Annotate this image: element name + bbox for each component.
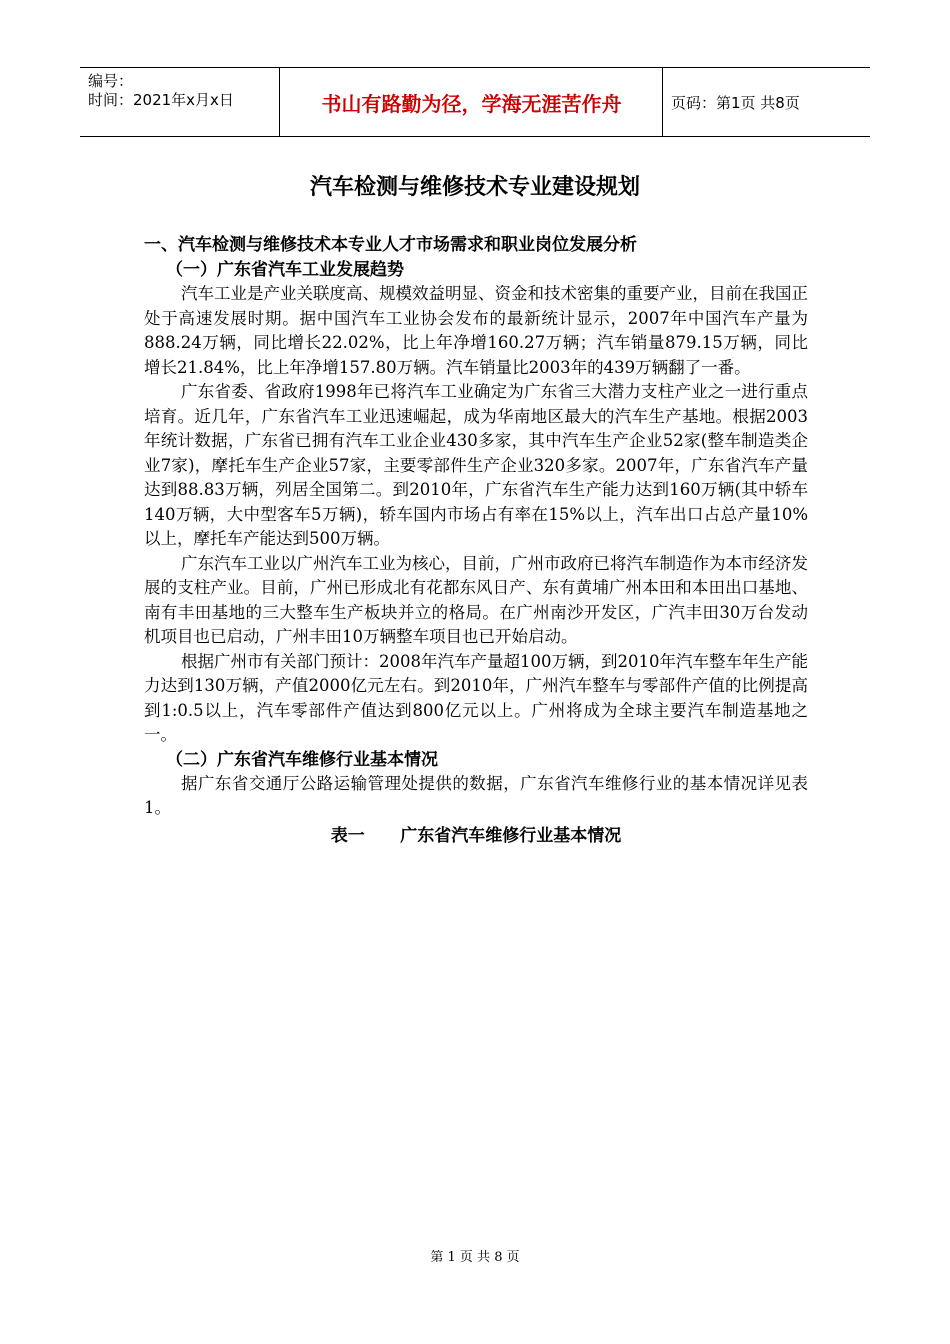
document-title: 汽车检测与维修技术专业建设规划 [309,175,640,200]
header-motto: 书山有路勤为径，学海无涯苦作舟 [281,68,663,136]
document-header [80,67,870,137]
subsection-heading-2: （二）广东省汽车维修行业基本情况 [166,749,438,770]
paragraph-2: 广东省委、省政府1998年已将汽车工业确定为广东省三大潜力支柱产业之一进行重点培育。近几年，广东省汽车工业迅速崛起，成为华南地区最大的汽车生产基地。根据2003年统计数据，广东省已拥有汽车工业企业430多家，其中汽车生产企业52家(整车制造类企业7家)，摩托车生产企业57家，主要零部件生产企业320多家。2007年，广东省汽车产量达到88.83万辆，列居全国第二。到2010年，广东省汽车生产能力达到160万辆(其中轿车140万辆，大中型客车5万辆)，轿车国内市场占有率在15%以上，汽车出口占总产量10%以上，摩托车产能达到500万辆。 [144,382,808,548]
subsection-heading-1: （一）广东省汽车工业发展趋势 [166,260,404,280]
page-footer: 第 1 页 共 8 页 [430,1250,520,1265]
section-heading-1: 一、汽车检测与维修技术本专业人才市场需求和职业岗位发展分析 [144,235,637,255]
paragraph-5: 据广东省交通厅公路运输管理处提供的数据，广东省汽车维修行业的基本情况详见表1。 [144,773,808,817]
date-line: 时间：2021年x月x日 [88,91,234,109]
paragraph-3: 广东汽车工业以广州汽车工业为核心，目前，广州市政府已将汽车制造作为本市经济发展的支柱产业。目前，广州已形成北有花都东风日产、东有黄埔广州本田和本田出口基地、南有丰田基地的三大整车生产板块并立的格局。在广州南沙开发区，广汽丰田30万台发动机项目也已启动，广州丰田10万辆整车项目也已开始启动。 [144,553,808,646]
paragraph-1: 汽车工业是产业关联度高、规模效益明显、资金和技术密集的重要产业，目前在我国正处于高速发展时期。据中国汽车工业协会发布的最新统计显示，2007年中国汽车产量为888.24万辆，同比增长22.02%，比上年净增160.27万辆；汽车销量879.15万辆，同比增长21.84%，比上年净增157.80万辆。汽车销量比2003年的439万辆翻了一番。 [144,284,808,377]
number-label: 编号： [88,72,134,90]
table-caption: 表一 广东省汽车维修行业基本情况 [330,825,622,846]
document-body [144,232,808,851]
header-meta [80,68,280,136]
header-page-info: 页码：第1页 共8页 [671,93,800,112]
paragraph-4: 根据广州市有关部门预计：2008年汽车产量超100万辆，到2010年汽车整车年生产能力达到130万辆，产值2000亿元左右。到2010年，广州汽车整车与零部件产值的比例提高到1:0.5以上，汽车零部件产值达到800亿元以上。广州将成为全球主要汽车制造基地之一。 [144,651,808,744]
